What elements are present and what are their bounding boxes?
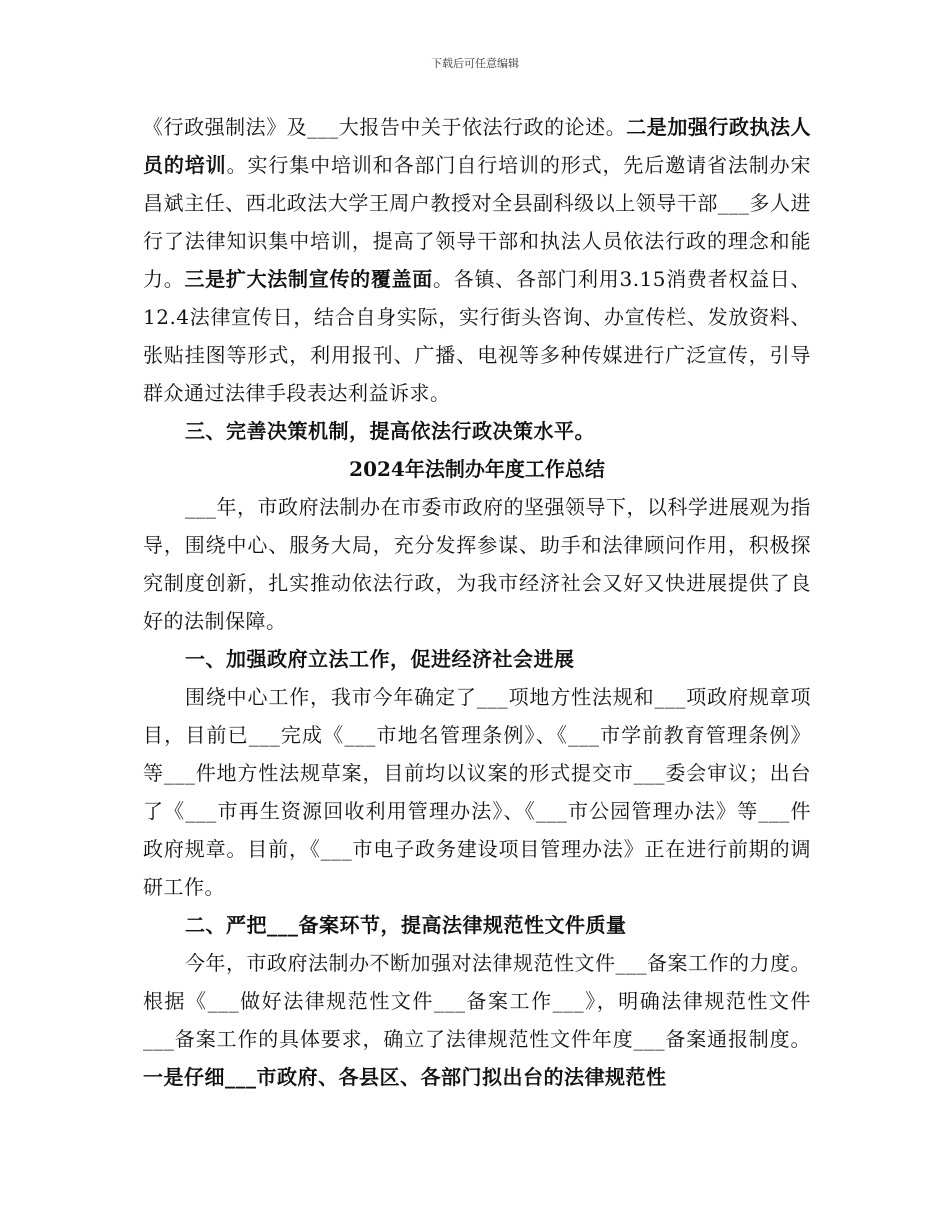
bold-phrase-training: 二是加强行政执法人员的培训 <box>143 115 812 177</box>
paragraph-filing <box>143 944 811 1096</box>
bold-phrase-review: 一是仔细___市政府、各县区、各部门拟出台的法律规范性 <box>143 1065 667 1089</box>
document-title: 2024年法制办年度工作总结 <box>349 457 605 481</box>
document-body <box>143 108 811 1096</box>
section-heading-filing: 二、严把___备案环节，提高法律规范性文件质量 <box>185 913 627 937</box>
paragraph-text: 。实行集中培训和各部门自行培训的形式，先后邀请省法制办宋昌斌主任、西北政法大学王周户教授对全县副科级以上领导干部___多人进行了法律知识集中培训，提高了领导干部和执法人员依法行政的理念和能力。 <box>143 153 812 291</box>
paragraph-intro: ___年，市政府法制办在市委市政府的坚强领导下，以科学进展观为指导，围绕中心、服务大局，充分发挥参谋、助手和法律顾问作用，积极探究制度创新，扎实推动依法行政，为我市经济社会又好又快进展提供了良好的法制保障。 <box>143 495 811 633</box>
page-header: 下载后可任意编辑 <box>431 57 519 70</box>
section-heading-legislation: 一、加强政府立法工作，促进经济社会进展 <box>185 647 575 671</box>
section-heading-decision: 三、完善决策机制，提高依法行政决策水平。 <box>185 419 595 443</box>
bold-phrase-publicity: 三是扩大法制宣传的覆盖面 <box>184 267 434 291</box>
paragraph-legislation: 围绕中心工作，我市今年确定了___项地方性法规和___项政府规章项目，目前已___完成《___市地名管理条例》、《___市学前教育管理条例》等___件地方性法规草案，目前均以议案的形式提交市___委会审议；出台了《___市再生资源回收利用管理办法》、《___市公园管理办法》等___件政府规章。目前，《___市电子政务建设项目管理办法》正在进行前期的调研工作。 <box>143 685 811 899</box>
paragraph-text: 。各镇、各部门利用3.15消费者权益日、12.4法律宣传日，结合自身实际，实行街头咨询、办宣传栏、发放资料、张贴挂图等形式，利用报刊、广播、电视等多种传媒进行广泛宣传，引导群众通过法律手段表达利益诉求。 <box>143 267 812 405</box>
paragraph-text: 今年，市政府法制办不断加强对法律规范性文件___备案工作的力度。根据《___做好法律规范性文件___备案工作___》，明确法律规范性文件___备案工作的具体要求，确立了法律规范性文件年度___备案通报制度。 <box>143 951 811 1051</box>
paragraph-training-publicity <box>143 108 811 412</box>
paragraph-text: 《行政强制法》及___大报告中关于依法行政的论述。 <box>143 115 627 139</box>
